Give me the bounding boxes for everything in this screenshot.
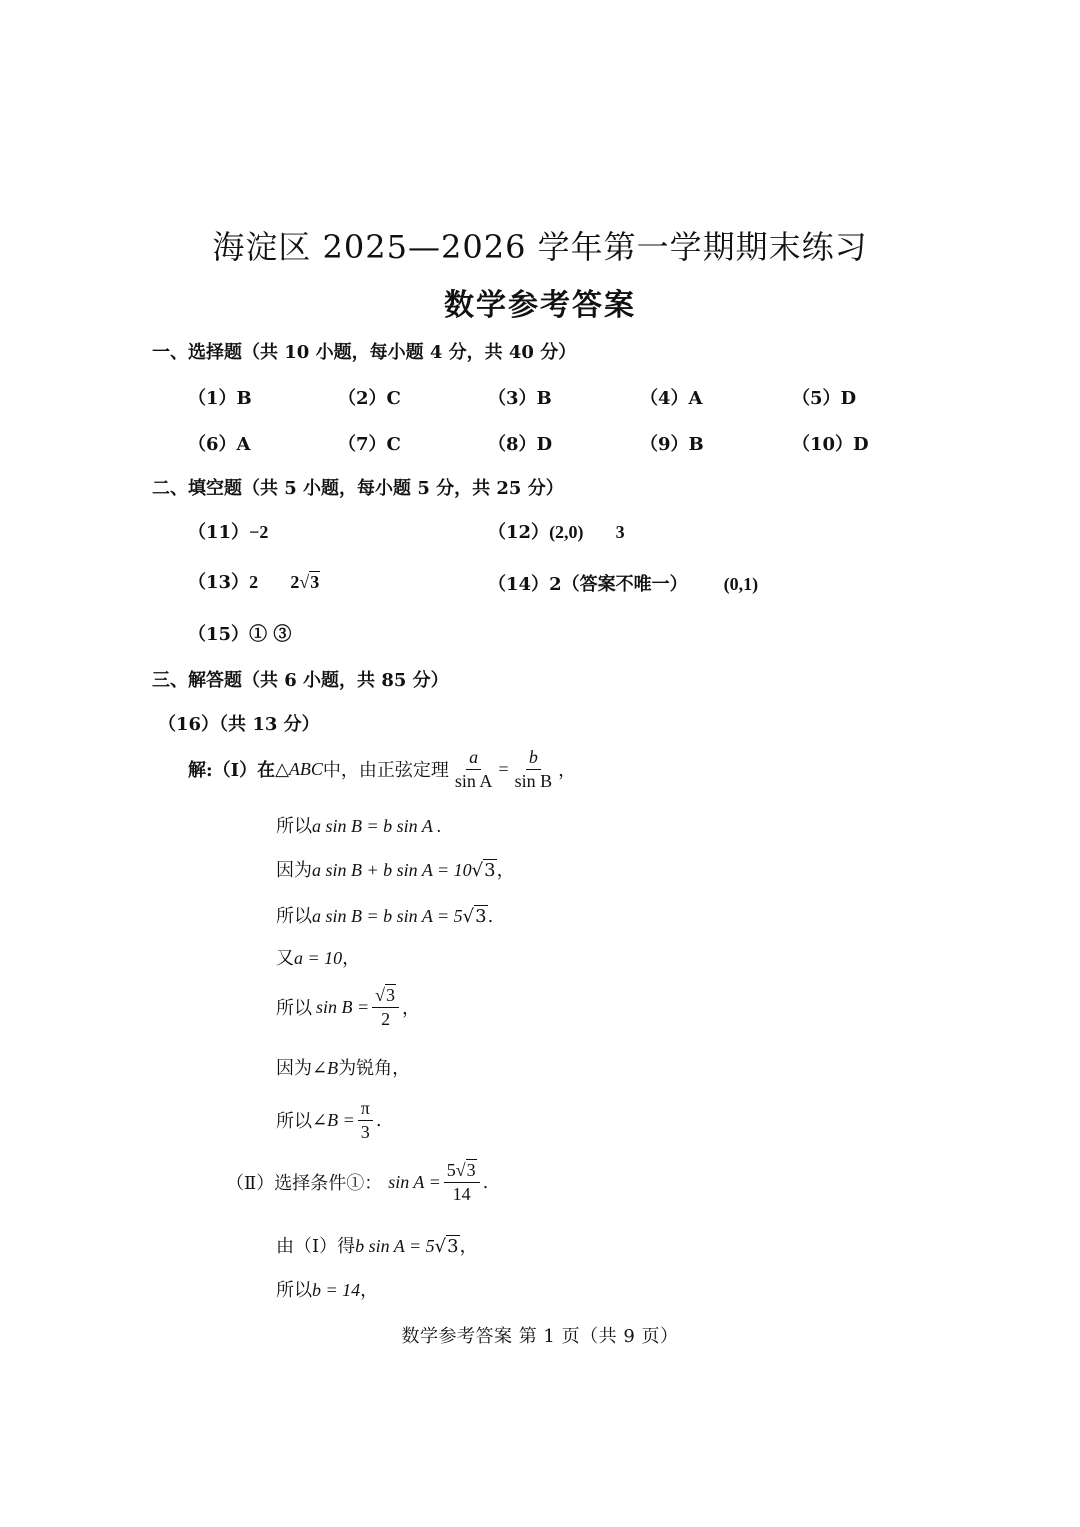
math-expression: b = 14 bbox=[312, 1280, 361, 1300]
solution-line bbox=[276, 812, 442, 838]
math-expression: sin B = bbox=[316, 996, 370, 1017]
numerator: a bbox=[466, 747, 481, 770]
solution-line-law-of-sines bbox=[188, 747, 576, 791]
equals-sign: = bbox=[498, 758, 509, 779]
triangle-name: ABC bbox=[288, 758, 323, 779]
solution-text: 因为 bbox=[276, 860, 312, 881]
radicand: 3 bbox=[475, 906, 487, 927]
coefficient: 5 bbox=[446, 1160, 456, 1180]
answer-value: 2（答案不唯一） bbox=[549, 574, 688, 595]
solution-line: 由（Ⅰ）得b sin A = 5√3， bbox=[276, 1236, 478, 1257]
punctuation: ， bbox=[342, 948, 361, 969]
solution-text: 所以 bbox=[276, 998, 312, 1020]
radicand: 3 bbox=[386, 985, 396, 1005]
math-expression: b sin A = 5 bbox=[355, 1236, 435, 1256]
punctuation: . bbox=[482, 1171, 489, 1193]
radicand: 3 bbox=[484, 860, 496, 881]
answer-value: −2 bbox=[249, 522, 269, 542]
fraction-a-over-sinA bbox=[452, 747, 496, 791]
solution-line bbox=[276, 944, 360, 970]
answer-item: （2）C bbox=[338, 388, 401, 409]
answer-item: （1）B bbox=[188, 388, 252, 409]
solution-text: 所以 bbox=[276, 1111, 312, 1133]
denominator: 3 bbox=[360, 1121, 370, 1142]
denominator: 14 bbox=[452, 1183, 471, 1204]
fraction-pi-over-3 bbox=[358, 1098, 373, 1142]
answer-item: （8）D bbox=[488, 434, 553, 455]
solution-line bbox=[276, 1054, 410, 1080]
fill-answer-11 bbox=[188, 518, 268, 544]
punctuation: ， bbox=[496, 860, 515, 881]
math-expression: a sin B = b sin A . bbox=[312, 816, 442, 836]
math-expression: a sin B = b sin A = 5 bbox=[312, 906, 463, 926]
punctuation: ， bbox=[360, 1280, 379, 1301]
fill-answer-13 bbox=[188, 568, 320, 594]
solution-text: 中，由正弦定理 bbox=[322, 760, 449, 782]
question-number: （11） bbox=[188, 522, 250, 543]
denominator: sin A bbox=[454, 770, 493, 791]
answer-item: （9）B bbox=[640, 434, 704, 455]
coefficient: 2 bbox=[290, 572, 300, 592]
solution-line-angleB bbox=[276, 1098, 382, 1142]
answer-value: (2,0) bbox=[549, 522, 584, 542]
math-expression: ∠B = bbox=[312, 1109, 355, 1130]
punctuation: ， bbox=[459, 1236, 478, 1257]
solution-text: 所以 bbox=[276, 816, 312, 837]
question-number: （14） bbox=[488, 574, 550, 595]
radicand: 3 bbox=[447, 1236, 459, 1257]
fraction-5sqrt3-over-14: $\frac{5√3}{14}$ bbox=[444, 1160, 480, 1204]
solution-label: 解:（Ⅰ）在 bbox=[188, 760, 276, 782]
punctuation: . bbox=[487, 906, 494, 927]
answer-value: (0,1) bbox=[723, 574, 759, 594]
answer-value: ① ③ bbox=[249, 624, 292, 645]
solution-text: 又 bbox=[276, 948, 294, 969]
solution-line: 所以a sin B = b sin A = 5√3. bbox=[276, 906, 494, 927]
solution-text: 为锐角， bbox=[338, 1058, 411, 1079]
punctuation: ， bbox=[558, 760, 577, 782]
solution-line bbox=[276, 1276, 378, 1302]
question-number: （15） bbox=[188, 624, 250, 645]
denominator: 2 bbox=[381, 1008, 391, 1029]
page-footer: 数学参考答案 第 1 页（共 9 页） bbox=[401, 1326, 679, 1347]
fraction-sqrt3-over-2: $\frac{√3}{2}$ bbox=[372, 985, 399, 1029]
math-expression: sin A = bbox=[388, 1171, 441, 1192]
denominator: sin B bbox=[514, 770, 553, 791]
punctuation: ， bbox=[402, 998, 421, 1020]
solution-text: 由（Ⅰ）得 bbox=[276, 1236, 356, 1257]
radicand: 3 bbox=[466, 1160, 476, 1180]
question-number: （12） bbox=[488, 522, 550, 543]
solution-line-sinB bbox=[276, 985, 420, 1029]
numerator: b bbox=[526, 747, 541, 770]
document-subtitle: 数学参考答案 bbox=[444, 288, 636, 323]
fill-answer-12 bbox=[488, 518, 625, 544]
solution-line-condition1 bbox=[226, 1160, 488, 1204]
document-title: 海淀区 2025—2026 学年第一学期期末练习 bbox=[212, 228, 868, 266]
section-heading-fill: 二、填空题（共 5 小题，每小题 5 分，共 25 分） bbox=[152, 478, 564, 499]
math-expression: a sin B + b sin A = 10 bbox=[312, 860, 472, 880]
triangle-symbol: △ bbox=[275, 758, 289, 779]
answer-value-radical: 2√3 bbox=[290, 572, 320, 592]
math-expression: ∠B bbox=[312, 1058, 339, 1078]
punctuation: . bbox=[375, 1109, 382, 1131]
answer-item: （10）D bbox=[792, 434, 869, 455]
solution-text: 因为 bbox=[276, 1058, 312, 1079]
answer-value: 3 bbox=[615, 522, 625, 542]
fraction-b-over-sinB bbox=[512, 747, 556, 791]
solution-line: 因为a sin B + b sin A = 10√3， bbox=[276, 860, 515, 881]
solution-text: 所以 bbox=[276, 1280, 312, 1301]
math-expression: a = 10 bbox=[294, 948, 343, 968]
answer-item: （5）D bbox=[792, 388, 857, 409]
solution-text: 所以 bbox=[276, 906, 312, 927]
radicand: 3 bbox=[310, 572, 320, 592]
answer-item: （6）A bbox=[188, 434, 251, 455]
section-heading-choice: 一、选择题（共 10 小题，每小题 4 分，共 40 分） bbox=[152, 342, 577, 363]
answer-item: （3）B bbox=[488, 388, 552, 409]
solution-text: （Ⅱ）选择条件①： bbox=[226, 1173, 383, 1195]
answer-value: 2 bbox=[249, 572, 259, 592]
answer-item: （4）A bbox=[640, 388, 703, 409]
section-heading-solution: 三、解答题（共 6 小题，共 85 分） bbox=[152, 670, 449, 691]
question-number: （13） bbox=[188, 572, 250, 593]
fill-answer-14 bbox=[488, 570, 758, 596]
question-16-heading: （16）（共 13 分） bbox=[158, 714, 320, 735]
fill-answer-15 bbox=[188, 620, 291, 646]
numerator: π bbox=[358, 1098, 373, 1121]
answer-item: （7）C bbox=[338, 434, 401, 455]
